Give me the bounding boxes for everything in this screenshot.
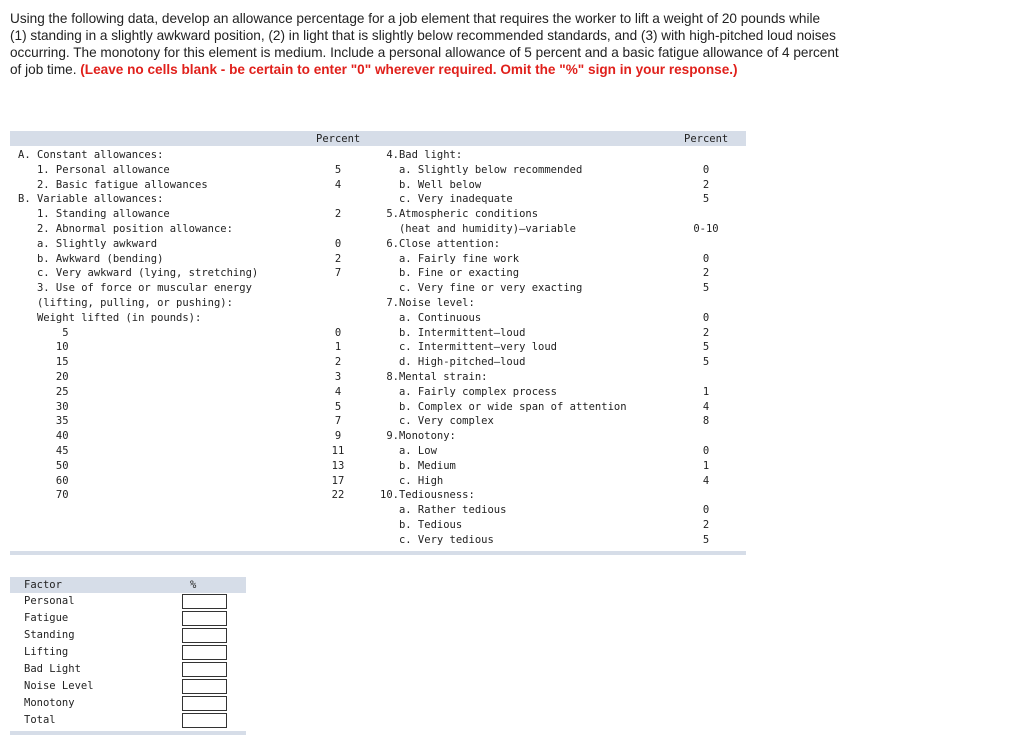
right-row-label: (heat and humidity)—variable [380,223,576,235]
left-row-value: 4 [334,385,342,398]
factor-label: Monotony [24,697,75,709]
right-row-value: 4 [702,400,710,413]
left-row-label: a. Slightly awkward [18,237,158,250]
right-row-label: 4.Bad light: [380,149,463,161]
right-row-value: 2 [702,178,710,191]
left-row-label: 35 [18,415,69,428]
right-row-label: a. Continuous [380,311,482,324]
left-row-label: b. Awkward (bending) [18,252,164,265]
left-row-label: c. Very awkward (lying, stretching) [18,267,259,280]
left-row-value: 17 [331,474,345,487]
factor-percent-input-bad-light[interactable] [182,662,227,677]
left-row-value: 3 [334,371,342,383]
left-row-value: 7 [334,415,342,428]
factor-row [10,678,246,695]
right-row-label: b. Tedious [380,519,463,531]
right-percent-header: Percent [684,133,729,145]
question-warning: (Leave no cells blank - be certain to enter "0" wherever required. Omit the "%" sign in your response.) [80,62,738,77]
left-row-value: 0 [334,326,342,339]
factor-row [10,644,246,661]
left-row-label: 45 [18,445,69,457]
right-row-value: 0 [702,163,710,176]
factor-label: Total [24,714,56,726]
left-row-label: 2. Basic fatigue allowances [18,178,208,191]
left-row-label: 70 [18,489,69,502]
factor-answer-table [10,577,246,735]
right-row-label: 7.Noise level: [380,297,475,309]
left-row-label: 1. Standing allowance [18,208,170,221]
left-row-label: 1. Personal allowance [18,163,170,176]
right-row-label: b. Medium [380,459,456,472]
factor-label: Noise Level [24,680,94,692]
right-row-value: 4 [702,474,710,487]
right-row-label: 9.Monotony: [380,430,456,443]
factor-column-header: Factor [24,579,62,591]
left-row-label: A. Constant allowances: [18,149,164,161]
right-row-label: c. Intermittent—very loud [380,341,558,354]
left-row-label: (lifting, pulling, or pushing): [18,297,233,309]
right-row-value: 0 [702,504,710,517]
left-row-value: 5 [334,163,342,176]
left-row-value: 7 [334,267,342,280]
right-row-label: c. High [380,474,444,487]
right-row-value: 5 [702,282,710,295]
right-row-label: a. Fairly fine work [380,252,520,265]
right-row-label: 8.Mental strain: [380,371,488,383]
right-row-value: 5 [702,533,710,546]
factor-percent-input-total[interactable] [182,713,227,728]
left-row-label: 10 [18,341,69,354]
left-row-value: 9 [334,430,342,443]
left-row-label: 2. Abnormal position allowance: [18,223,233,235]
factor-row [10,695,246,712]
left-row-value: 2 [334,252,342,265]
right-row-value: 0 [702,252,710,265]
right-row-value: 5 [702,341,710,354]
right-row-value: 0-10 [693,223,719,235]
left-row-label: 30 [18,400,69,413]
right-row-label: c. Very complex [380,415,494,428]
reference-table-body [10,146,746,551]
right-row-label: b. Well below [380,178,482,191]
factor-label: Lifting [24,646,69,658]
percent-column-header: % [190,579,197,591]
factor-table-footer [10,731,246,735]
right-row-value: 5 [702,193,710,206]
right-row-label: c. Very inadequate [380,193,513,206]
factor-label: Standing [24,629,75,641]
left-row-value: 13 [331,459,345,472]
allowance-reference-table [10,131,746,555]
factor-row [10,593,246,610]
left-row-label: 3. Use of force or muscular energy [18,282,252,295]
question-text [10,10,840,78]
left-row-value: 4 [334,178,342,191]
factor-percent-input-monotony[interactable] [182,696,227,711]
right-row-label: a. Slightly below recommended [380,163,583,176]
factor-row [10,712,246,729]
question-body: Using the following data, develop an allowance percentage for a job element that requires the worker to lift a weight of 20 pounds while (1) standing in a slightly awkward position, (2) in light that is slightly below recommended standards, and (3) with high-pitched loud noises occurring. The monotony for this element is medium. Include a personal allowance of 5 percent and a basic fatigue allowance of 4 percent of job time. [10,11,839,77]
right-row-label: a. Fairly complex process [380,385,558,398]
right-row-value: 1 [702,385,710,398]
left-row-label: 40 [18,430,69,443]
factor-percent-input-lifting[interactable] [182,645,227,660]
left-row-value: 1 [334,341,342,354]
factor-percent-input-personal[interactable] [182,594,227,609]
right-row-label: 10.Tediousness: [380,489,475,502]
right-row-value: 8 [702,415,710,428]
right-row-label: 5.Atmospheric conditions [380,208,539,221]
left-row-label: 5 [18,326,69,339]
right-row-value: 2 [702,267,710,280]
left-row-label: 20 [18,371,69,383]
left-row-value: 0 [334,237,342,250]
left-row-value: 11 [331,445,345,457]
right-row-label: b. Fine or exacting [380,267,520,280]
factor-label: Fatigue [24,612,69,624]
right-row-value: 0 [702,445,710,457]
right-row-label: b. Intermittent—loud [380,326,526,339]
left-row-label: 60 [18,474,69,487]
left-row-value: 5 [334,400,342,413]
factor-row [10,627,246,644]
left-percent-header: Percent [316,133,361,145]
right-row-label: c. Very fine or very exacting [380,282,583,295]
left-row-label: B. Variable allowances: [18,193,164,206]
factor-table-rows [10,593,246,729]
right-row-label: a. Low [380,445,437,457]
right-row-label: a. Rather tedious [380,504,507,517]
left-row-value: 2 [334,208,342,221]
right-row-value: 0 [702,311,710,324]
left-row-value: 2 [334,356,342,369]
left-row-label: 15 [18,356,69,369]
factor-row [10,610,246,627]
left-row-label: 50 [18,459,69,472]
right-row-label: b. Complex or wide span of attention [380,400,627,413]
left-row-label: Weight lifted (in pounds): [18,311,202,324]
left-row-value: 22 [331,489,345,502]
right-row-value: 1 [702,459,710,472]
right-row-label: c. Very tedious [380,533,494,546]
factor-percent-input-standing[interactable] [182,628,227,643]
factor-percent-input-fatigue[interactable] [182,611,227,626]
factor-row [10,661,246,678]
factor-label: Personal [24,595,75,607]
right-row-value: 5 [702,356,710,369]
factor-table-header [10,577,246,593]
factor-label: Bad Light [24,663,81,675]
right-row-value: 2 [702,519,710,531]
left-row-label: 25 [18,385,69,398]
right-row-label: d. High-pitched—loud [380,356,526,369]
reference-table-footer [10,551,746,555]
right-row-value: 2 [702,326,710,339]
right-row-label: 6.Close attention: [380,237,501,250]
factor-percent-input-noise-level[interactable] [182,679,227,694]
reference-table-header [10,131,746,146]
